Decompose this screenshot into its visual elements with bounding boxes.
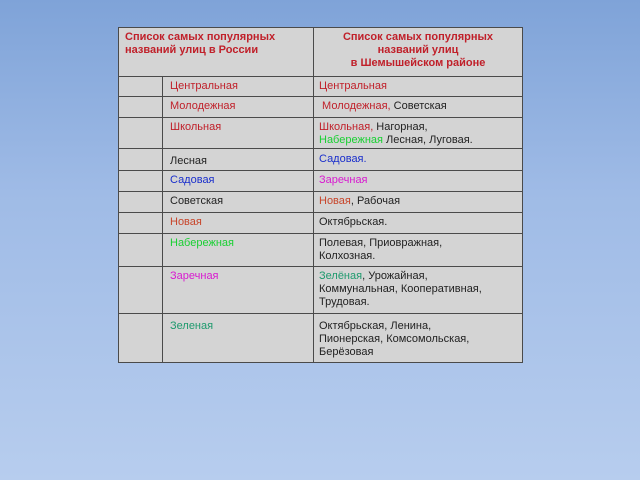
- district-streets: [319, 237, 442, 263]
- street-line: Колхозная.: [319, 250, 376, 262]
- russia-street: Лесная: [170, 155, 207, 167]
- header-line: Список самых популярных: [342, 31, 494, 43]
- street-line: Октябрьская, Ленина,: [319, 320, 432, 332]
- street-line: [319, 270, 482, 283]
- row-divider: [119, 170, 523, 171]
- district-streets: [319, 270, 482, 309]
- russia-street: Садовая: [170, 174, 215, 186]
- divider-col-narrow: [162, 76, 163, 363]
- district-streets: [319, 195, 400, 208]
- russia-street: Новая: [170, 216, 202, 228]
- street-name: Нагорная,: [373, 121, 428, 133]
- header-line: в Шемышейском районе: [350, 57, 486, 69]
- street-line: Коммунальная, Кооперативная,: [319, 283, 482, 295]
- street-name: Лесная, Луговая.: [382, 134, 473, 146]
- street-name: Заречная: [319, 174, 368, 186]
- district-streets: [319, 153, 367, 166]
- streets-table: [118, 27, 523, 363]
- russia-street: Молодежная: [170, 100, 236, 112]
- street-name: Советская: [390, 100, 447, 112]
- russia-street: Советская: [170, 195, 224, 207]
- district-streets: [319, 121, 473, 147]
- header-shemysheysky: [317, 31, 519, 70]
- row-divider: [119, 76, 314, 77]
- district-streets: [319, 100, 447, 113]
- street-line: Берёзовая: [319, 346, 374, 358]
- street-line: Трудовая.: [319, 296, 370, 308]
- district-streets: [319, 174, 368, 187]
- russia-street: Центральная: [170, 80, 238, 92]
- street-name: Центральная: [319, 80, 387, 92]
- row-divider: [119, 117, 523, 118]
- row-divider: [119, 191, 523, 192]
- row-divider: [119, 148, 523, 149]
- street-name: Молодежная,: [319, 100, 391, 112]
- street-name: , Урожайная,: [362, 270, 428, 282]
- row-divider: [119, 212, 523, 213]
- street-line: Пионерская, Комсомольская,: [319, 333, 470, 345]
- row-divider: [119, 313, 523, 314]
- russia-street: Заречная: [170, 270, 219, 282]
- street-name: Октябрьская.: [319, 216, 388, 228]
- header-russia: Список самых популярных названий улиц в России: [125, 31, 276, 56]
- street-name: , Рабочая: [350, 195, 401, 207]
- district-streets: [319, 216, 387, 229]
- russia-street: Зеленая: [170, 320, 214, 332]
- row-divider: [313, 76, 523, 77]
- district-streets: [319, 80, 387, 93]
- street-name: Школьная,: [319, 121, 374, 133]
- russia-street: Школьная: [170, 121, 222, 133]
- street-name: Новая: [319, 195, 351, 207]
- street-name: Набережная: [319, 134, 383, 146]
- street-name: Садовая.: [319, 153, 367, 165]
- header-line: названий улиц: [377, 44, 459, 56]
- row-divider: [119, 96, 523, 97]
- street-name: Зелёная: [319, 270, 363, 282]
- row-divider: [119, 266, 523, 267]
- russia-street: Набережная: [170, 237, 234, 249]
- district-streets: [319, 320, 469, 359]
- row-divider: [119, 233, 523, 234]
- street-line: Полевая, Приовражная,: [319, 237, 443, 249]
